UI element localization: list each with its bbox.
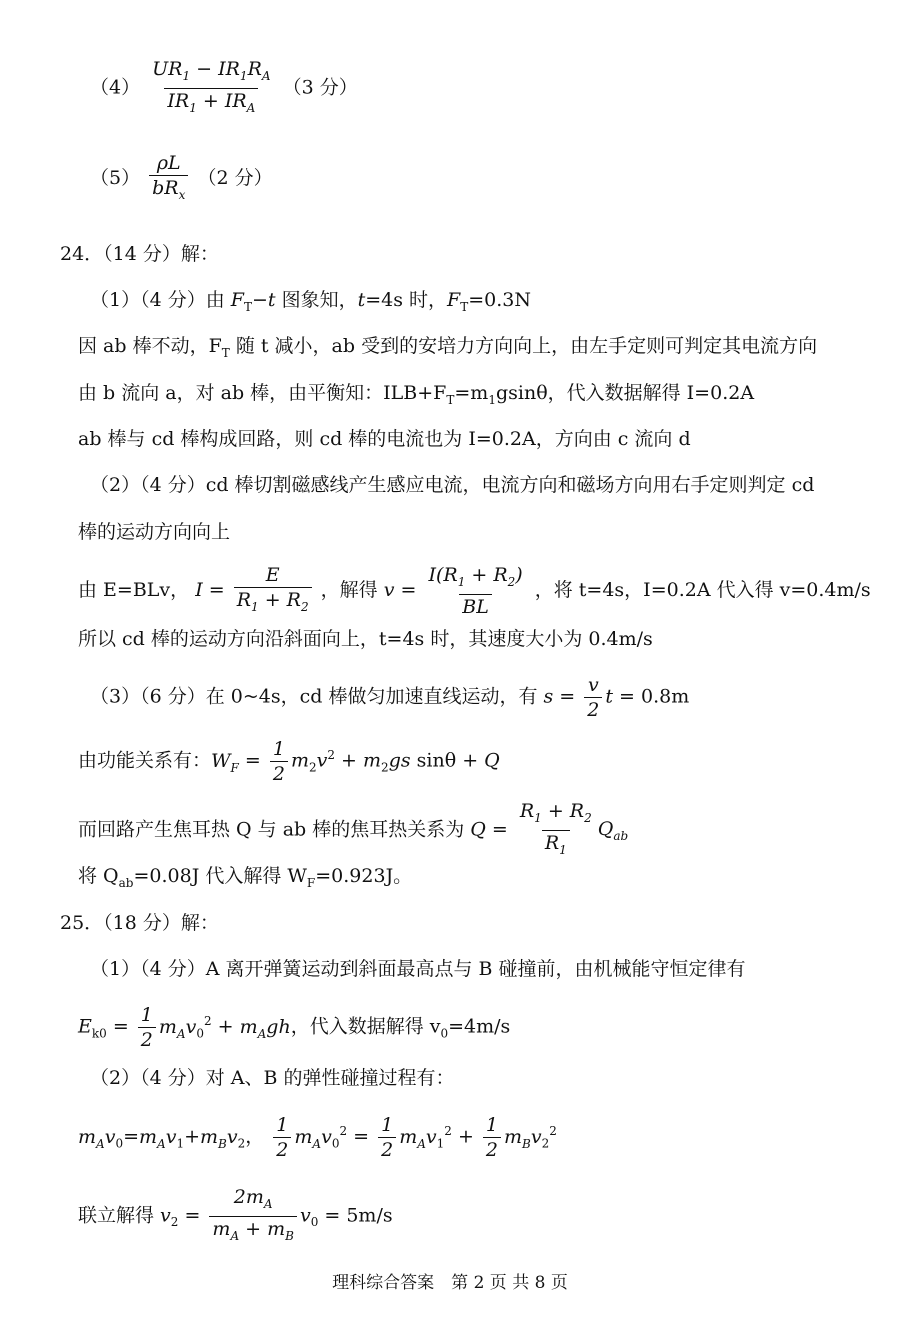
q24-p1: （1）（4 分）由 $F_T-t$ 图象知，t=4s 时，$F_T=0.3N$ — [90, 289, 531, 314]
score: （3 分） — [282, 76, 358, 99]
score: （2 分） — [197, 166, 273, 189]
fraction-4: $\frac{UR_1 - IR_1R_A}{IR_1 + IR_A}$ — [149, 58, 273, 119]
answer-4 — [90, 58, 358, 119]
q24-p2-equation: 由 E=BLv， I = $\frac{E}{R_1 + R_2}$ ，解得 v = $\frac{I(R_1 + R_2)}{BL}$ ，将 t=4s，I=0.2A 代入得 v=0.4m/s — [78, 564, 871, 618]
answer-5 — [90, 152, 273, 206]
q24-p2-conclusion: 所以 cd 棒的运动方向沿斜面向上，t=4s 时，其速度大小为 0.4m/s — [78, 628, 653, 650]
q25-p2-solution: 联立解得 $v_2$ = $\frac{2m_A}{m_A + m_B}$ $v_0 = 5m/s$ — [78, 1186, 393, 1247]
q25-p2: （2）（4 分）对 A、B 的弹性碰撞过程有： — [90, 1067, 455, 1089]
q24-p1-circuit: ab 棒与 cd 棒构成回路，则 cd 棒的电流也为 I=0.2A，方向由 c 流向 d — [78, 428, 691, 450]
q25-p1: （1）（4 分）A 离开弹簧运动到斜面最高点与 B 碰撞前，由机械能守恒定律有 — [90, 958, 746, 980]
fraction-5: $\frac{\rho L}{bR_x}$ — [149, 152, 188, 206]
part-label: （4） — [90, 76, 141, 99]
q24-p3-work: 由功能关系有：$W_F$ = $\frac{1}{2}$ $m_2v^2 + m_2gs$ sinθ + Q — [78, 738, 500, 785]
q24-header: 24．（14 分）解： — [60, 243, 219, 265]
q24-p2: （2）（4 分）cd 棒切割磁感线产生感应电流，电流方向和磁场方向用右手定则判定 cd — [90, 474, 815, 496]
page-footer: 理科综合答案 第 2 页 共 8 页 — [332, 1273, 568, 1293]
q24-p3: （3）（6 分）在 0~4s，cd 棒做匀加速直线运动，有 s = $\frac{v}{2}$ t = 0.8m — [90, 674, 690, 721]
q25-p1-equation: $E_{k0}$ = $\frac{1}{2}$ $m_Av_0^2 + m_Agh$，代入数据解得 $v_0=4m/s$ — [78, 1004, 511, 1051]
q24-p1-reason: 因 ab 棒不动，$F_T$ 随 t 减小，ab 受到的安培力方向向上，由左手定则可判定其电流方向 — [78, 335, 818, 360]
q25-header: 25．（18 分）解： — [60, 912, 219, 934]
q24-p3-result: 将 $Q_{ab}=0.08J$ 代入解得 $W_F=0.923J$。 — [78, 865, 413, 890]
q24-p1-balance: 由 b 流向 a，对 ab 棒，由平衡知：$ILB+F_T=m_1gsin\theta$，代入数据解得 I=0.2A — [78, 382, 755, 407]
q24-p2-cont: 棒的运动方向向上 — [78, 521, 231, 543]
part-label: （5） — [90, 166, 141, 189]
q24-p3-heat: 而回路产生焦耳热 Q 与 ab 棒的焦耳热关系为 Q = $\frac{R_1 + R_2}{R_1}$ $Q_{ab}$ — [78, 800, 628, 861]
q25-p2-equations: $m_Av_0=m_Av_1+m_Bv_2$， $\frac{1}{2}$ $m_Av_0^2$ = $\frac{1}{2}$ $m_Av_1^2$ + $\frac{1}{2}$ $m_Bv_2^2$ — [78, 1114, 557, 1161]
